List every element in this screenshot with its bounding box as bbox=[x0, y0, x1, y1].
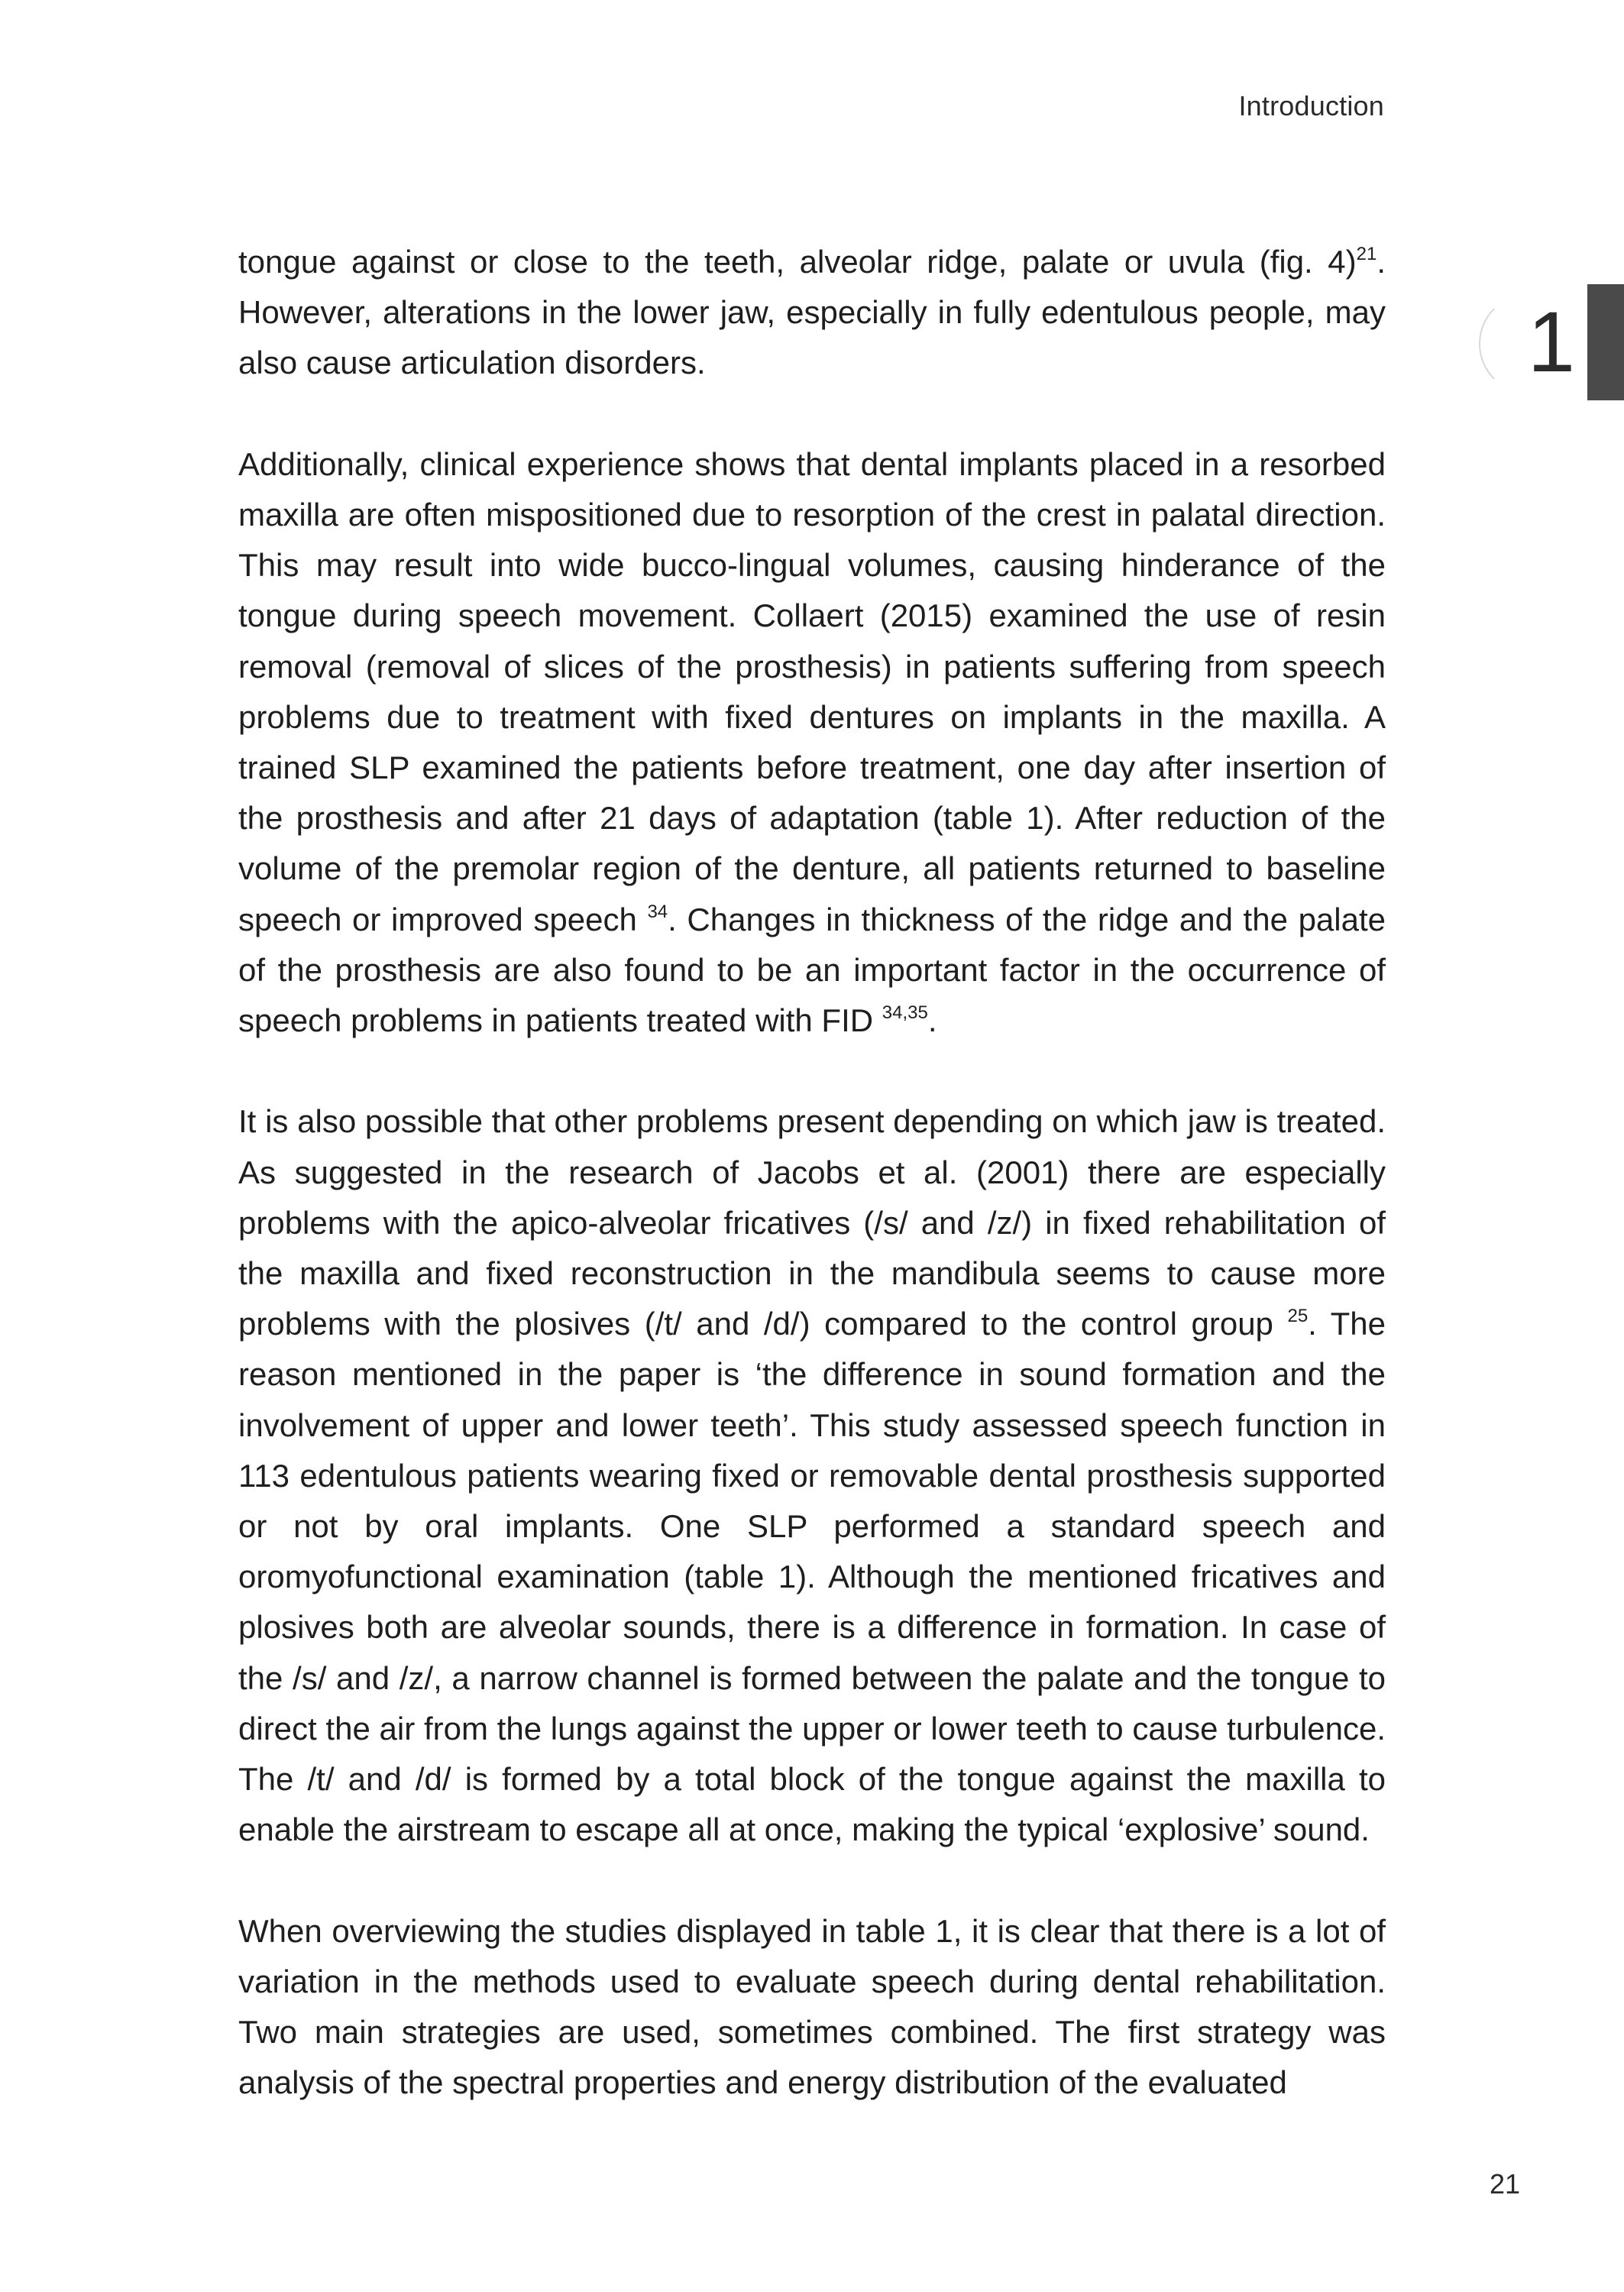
citation-superscript: 34,35 bbox=[882, 1002, 928, 1024]
running-header: Introduction bbox=[1238, 90, 1384, 121]
body-text bbox=[238, 237, 1386, 2159]
paragraph bbox=[238, 1096, 1386, 1855]
paragraph bbox=[238, 237, 1386, 389]
citation-superscript: 34 bbox=[647, 901, 668, 922]
text-segment: When overviewing the studies displayed in table 1, it is clear that there is a lot of variation in the methods used to evaluate speech during dental rehabilitation. Two main strategies are used, sometimes combined. The first strategy was analysis of the spectral properties and energy distribution of the evaluated bbox=[238, 1912, 1386, 2101]
text-segment: . However, alterations in the lower jaw, especially in fully edentulous people, may also cause articulation disorders. bbox=[238, 244, 1386, 381]
text-segment: . The reason mentioned in the paper is ‘the difference in sound formation and the involvement of upper and lower teeth’. This study assessed speech function in 113 edentulous patients wearing fixed or removable dental prosthesis supported or not by oral implants. One SLP performed a standard speech and oromyofunctional examination (table 1). Although the mentioned fricatives and plosives both are alveolar sounds, there is a difference in formation. In case of the /s/ and /z/, a narrow channel is formed between the palate and the tongue to direct the air from the lungs against the upper or lower teeth to cause turbulence. The /t/ and /d/ is formed by a total block of the tongue against the maxilla to enable the airstream to escape all at once, making the typical ‘explosive’ sound. bbox=[238, 1306, 1386, 1848]
citation-superscript: 25 bbox=[1287, 1306, 1309, 1327]
chapter-number: 1 bbox=[1527, 294, 1575, 390]
text-segment: . Changes in thickness of the ridge and the palate of the prosthesis are also found to be an important factor in the occurrence of speech problems in patients treated with FID bbox=[238, 901, 1386, 1039]
page-number: 21 bbox=[1489, 2168, 1520, 2200]
citation-superscript: 21 bbox=[1356, 244, 1377, 264]
chapter-tab bbox=[1587, 284, 1624, 400]
text-segment: Additionally, clinical experience shows that dental implants placed in a resorbed maxilla are often mispositioned due to resorption of the crest in palatal direction. This may result into wide bucco-lingual volumes, causing hinderance of the tongue during speech movement. Collaert (2015) examined the use of resin removal (removal of slices of the prosthesis) in patients suffering from speech problems due to treatment with fixed dentures on implants in the maxilla. A trained SLP examined the patients before treatment, one day after insertion of the prosthesis and after 21 days of adaptation (table 1). After reduction of the volume of the premolar region of the denture, all patients returned to baseline speech or improved speech bbox=[238, 445, 1386, 937]
paragraph bbox=[238, 1906, 1386, 2109]
text-segment: It is also possible that other problems present depending on which jaw is treated. As suggested in the research of Jacobs et al. (2001) there are especially problems with the apico-alveolar fricatives (/s/ and /z/) in fixed rehabilitation of the maxilla and fixed reconstruction in the mandibula seems to cause more problems with the plosives (/t/ and /d/) compared to the control group bbox=[238, 1103, 1386, 1342]
paragraph bbox=[238, 439, 1386, 1046]
text-segment: tongue against or close to the teeth, alveolar ridge, palate or uvula (fig. 4) bbox=[238, 244, 1357, 280]
text-segment: . bbox=[927, 1002, 937, 1039]
